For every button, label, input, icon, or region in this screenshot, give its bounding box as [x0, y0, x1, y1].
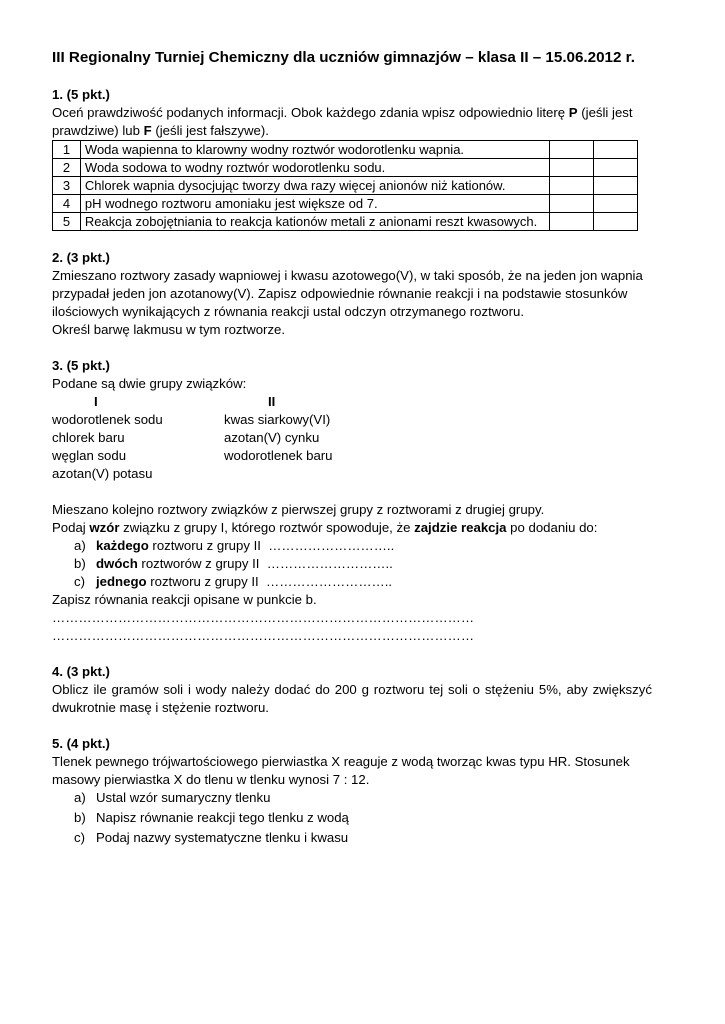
- answer-dotted-line[interactable]: ……………………………………………………………………………………: [52, 610, 474, 625]
- group-1-item: azotan(V) potasu: [52, 466, 153, 481]
- table-row: [53, 141, 638, 159]
- question-4-line: Oblicz ile gramów soli i wody należy dodać do 200 g roztworu tej soli o stężeniu 5%, aby zwiększyć: [52, 682, 652, 697]
- intro-letter-f: F: [143, 123, 152, 138]
- list-item: [74, 789, 674, 807]
- group-2-item: [224, 465, 424, 483]
- answer-cell[interactable]: [593, 195, 637, 213]
- table-row: [53, 159, 638, 177]
- list-item: [74, 829, 674, 847]
- compound-groups: [52, 393, 674, 483]
- question-4-line: dwukrotnie masę i stężenie roztworu.: [52, 700, 269, 715]
- task-text: związku z grupy I, którego roztwór spowoduje, że: [119, 520, 415, 535]
- question-3-heading: 3. (5 pkt.): [52, 358, 110, 373]
- question-5-items: [52, 789, 674, 847]
- question-3: [52, 357, 674, 645]
- item-text: roztworu z grupy II: [148, 538, 261, 553]
- question-5: [52, 735, 674, 847]
- row-number: 2: [53, 159, 81, 177]
- task-text: po dodaniu do:: [506, 520, 598, 535]
- statement-text: Woda sodowa to wodny roztwór wodorotlenku sodu.: [80, 159, 549, 177]
- question-5-heading: 5. (4 pkt.): [52, 736, 110, 751]
- statement-text: Reakcja zobojętniania to reakcja kationów metali z anionami reszt kwasowych.: [80, 213, 549, 231]
- item-bold: każdego: [96, 538, 149, 553]
- list-item: [74, 809, 674, 827]
- row-number: 1: [53, 141, 81, 159]
- answer-cell[interactable]: [593, 141, 637, 159]
- question-2-line: ilościowych wynikających z równania reakcji ustal odczyn otrzymanego roztworu.: [52, 304, 525, 319]
- statement-text: Woda wapienna to klarowny wodny roztwór wodorotlenku wapnia.: [80, 141, 549, 159]
- table-row: [53, 195, 638, 213]
- row-number: 4: [53, 195, 81, 213]
- row-number: 3: [53, 177, 81, 195]
- group-2-item: kwas siarkowy(VI): [224, 412, 331, 427]
- answer-dots[interactable]: ………………………..: [266, 574, 393, 589]
- list-item: [74, 537, 674, 555]
- item-marker: b): [74, 810, 86, 825]
- answer-cell[interactable]: [549, 177, 593, 195]
- item-marker: c): [74, 830, 85, 845]
- task-bold: wzór: [89, 520, 120, 535]
- question-4-heading: 4. (3 pkt.): [52, 664, 110, 679]
- group-2-item: wodorotlenek baru: [224, 448, 333, 463]
- item-text: roztworu z grupy II: [146, 574, 259, 589]
- answer-dotted-line[interactable]: ……………………………………………………………………………………: [52, 628, 474, 643]
- group-2-item: azotan(V) cynku: [224, 430, 320, 445]
- group-1-label: I: [94, 394, 98, 409]
- item-text: Podaj nazwy systematyczne tlenku i kwasu: [96, 830, 349, 845]
- item-text: roztworów z grupy II: [137, 556, 260, 571]
- group-1-item: chlorek baru: [52, 430, 125, 445]
- question-2-line: Zmieszano roztwory zasady wapniowej i kwasu azotowego(V), w taki sposób, że na jeden jon wapnia: [52, 268, 643, 283]
- intro-text: (jeśli jest prawdziwe) lub: [52, 105, 633, 138]
- question-3-items: [52, 537, 674, 591]
- item-marker: a): [74, 538, 86, 553]
- page-title: III Regionalny Turniej Chemiczny dla uczniów gimnazjów – klasa II – 15.06.2012 r.: [52, 49, 635, 66]
- intro-text: Oceń prawdziwość podanych informacji. Obok każdego zdania wpisz odpowiednio literę: [52, 105, 569, 120]
- answer-cell[interactable]: [549, 213, 593, 231]
- question-3-mix: Mieszano kolejno roztwory związków z pierwszej grupy z roztworami z drugiej grupy.: [52, 502, 545, 517]
- group-1-item: węglan sodu: [52, 448, 127, 463]
- item-marker: a): [74, 790, 86, 805]
- question-1: [52, 86, 674, 231]
- document-page: [52, 48, 674, 865]
- question-2-heading: 2. (3 pkt.): [52, 250, 110, 265]
- question-2: [52, 249, 674, 339]
- question-5-line: masowy pierwiastka X do tlenu w tlenku wynosi 7 : 12.: [52, 772, 370, 787]
- item-text: Ustal wzór sumaryczny tlenku: [96, 790, 271, 805]
- group-1-item: wodorotlenek sodu: [52, 412, 163, 427]
- question-4: [52, 663, 674, 717]
- item-bold: dwóch: [96, 556, 138, 571]
- question-1-heading: 1. (5 pkt.): [52, 87, 110, 102]
- question-2-line: przypadał jeden jon azotanowy(V). Zapisz odpowiednie równanie reakcji i na podstawie stosunków: [52, 286, 628, 301]
- statement-text: pH wodnego roztworu amoniaku jest większe od 7.: [80, 195, 549, 213]
- table-row: [53, 213, 638, 231]
- answer-dots[interactable]: ………………………..: [268, 538, 395, 553]
- answer-cell[interactable]: [593, 213, 637, 231]
- task-text: Podaj: [52, 520, 90, 535]
- list-item: [74, 555, 674, 573]
- row-number: 5: [53, 213, 81, 231]
- true-false-table: [52, 140, 638, 231]
- question-5-line: Tlenek pewnego trójwartościowego pierwiastka X reaguje z wodą tworząc kwas typu HR. Stosunek: [52, 754, 630, 769]
- table-row: [53, 177, 638, 195]
- intro-letter-p: P: [568, 105, 578, 120]
- intro-text: (jeśli jest fałszywe).: [151, 123, 269, 138]
- answer-cell[interactable]: [549, 195, 593, 213]
- question-2-line: Określ barwę lakmusu w tym roztworze.: [52, 322, 286, 337]
- item-marker: b): [74, 556, 86, 571]
- task-bold: zajdzie reakcja: [414, 520, 507, 535]
- list-item: [74, 573, 674, 591]
- item-bold: jednego: [96, 574, 147, 589]
- statement-text: Chlorek wapnia dysocjując tworzy dwa razy więcej anionów niż kationów.: [80, 177, 549, 195]
- group-2-label: II: [268, 394, 276, 409]
- item-text: Napisz równanie reakcji tego tlenku z wodą: [96, 810, 349, 825]
- item-marker: c): [74, 574, 85, 589]
- answer-dots[interactable]: ………………………..: [266, 556, 393, 571]
- question-3-eq-prompt: Zapisz równania reakcji opisane w punkcie b.: [52, 592, 317, 607]
- question-3-intro: Podane są dwie grupy związków:: [52, 376, 247, 391]
- answer-cell[interactable]: [549, 141, 593, 159]
- question-1-intro: [52, 104, 674, 140]
- question-3-task: [52, 519, 674, 537]
- answer-cell[interactable]: [549, 159, 593, 177]
- answer-cell[interactable]: [593, 177, 637, 195]
- answer-cell[interactable]: [593, 159, 637, 177]
